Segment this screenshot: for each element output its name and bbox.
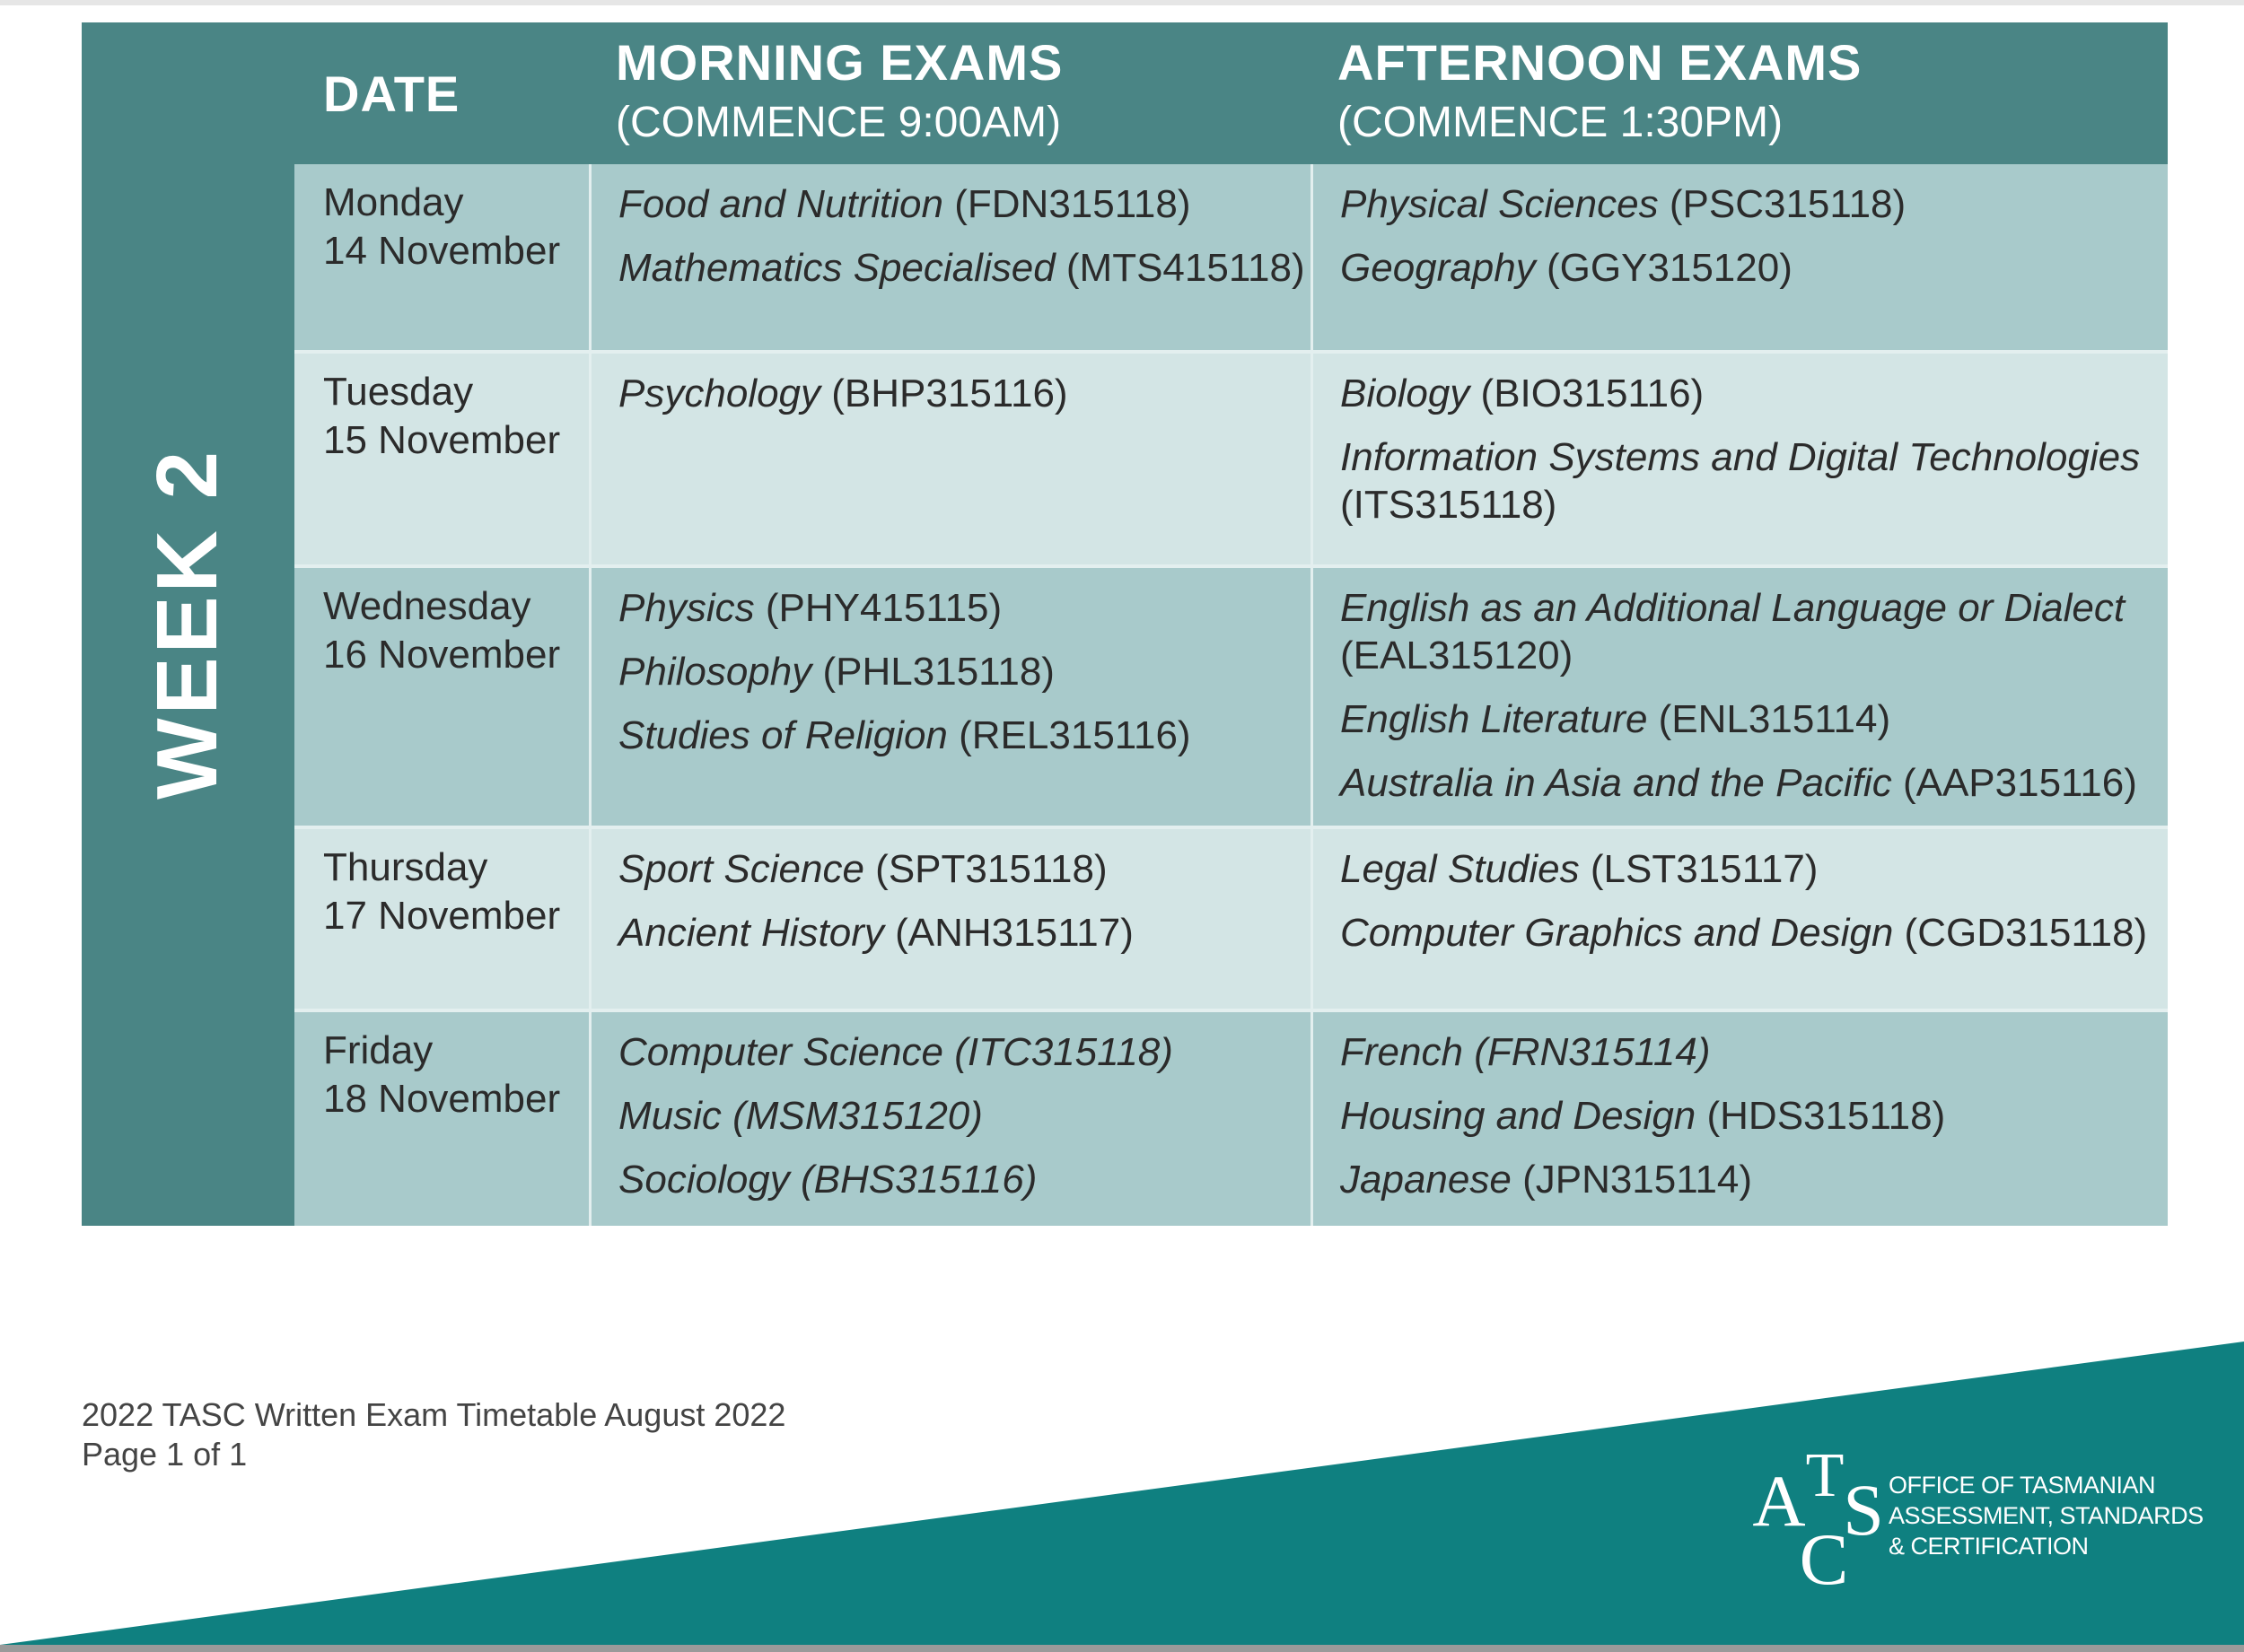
logo-letter-s: S: [1843, 1469, 1884, 1551]
exam-code: (BHP315116): [831, 371, 1068, 415]
date-day: Tuesday: [323, 370, 474, 414]
header-afternoon-subtitle: (COMMENCE 1:30PM): [1337, 99, 1784, 146]
tasc-logo: [1752, 1440, 1894, 1600]
table-row-wednesday: [294, 568, 2168, 826]
logo-letter-c: C: [1799, 1518, 1849, 1600]
table-row-thursday: [294, 829, 2168, 1009]
exam-code: (JPN315114): [1522, 1158, 1753, 1202]
exam-entry: [618, 180, 1191, 228]
exam-code: (EAL315120): [1340, 634, 1573, 677]
exam-entry: [618, 370, 1068, 417]
org-name-line-3: & CERTIFICATION: [1889, 1533, 2089, 1560]
exam-code: (ANH315117): [895, 911, 1134, 955]
exam-entry: [1340, 695, 1890, 743]
table-header-row: [294, 22, 2168, 164]
exam-subject: Computer Graphics and Design: [1340, 911, 1894, 955]
exam-subject: Mathematics Specialised: [618, 246, 1056, 290]
exam-entry: [618, 909, 1134, 957]
exam-entry: [1340, 180, 1906, 228]
exam-entry: [618, 244, 1305, 292]
afternoon-cell: [1310, 1012, 2170, 1226]
header-date-cell: [294, 22, 589, 164]
header-morning-subtitle: (COMMENCE 9:00AM): [616, 99, 1062, 146]
exam-entry: [1340, 1156, 1752, 1203]
footer-page-number: Page 1 of 1: [82, 1436, 248, 1473]
exam-code: (ENL315114): [1658, 697, 1891, 741]
exam-subject: Music: [618, 1094, 722, 1138]
date-day: Friday: [323, 1028, 434, 1072]
exam-code: (MTS415118): [1065, 246, 1305, 290]
exam-entry: [618, 584, 1002, 632]
exam-subject: Sport Science: [618, 847, 864, 891]
exam-code: (CGD315118): [1904, 911, 2148, 955]
exam-subject: Geography: [1340, 246, 1536, 290]
exam-code: (FDN315118): [954, 182, 1191, 226]
morning-cell: [589, 829, 1313, 1009]
week-band: [82, 22, 294, 1226]
date-cell: [294, 164, 589, 350]
exam-code: (REL315116): [959, 713, 1191, 757]
exam-code: (SPT315118): [875, 847, 1108, 891]
date-cell: [294, 1012, 589, 1226]
morning-cell: [589, 164, 1313, 350]
header-morning-cell: [589, 22, 1310, 164]
exam-code: (HDS315118): [1706, 1094, 1946, 1138]
morning-cell: [589, 354, 1313, 564]
exam-subject: Legal Studies: [1340, 847, 1580, 891]
exam-subject: English as an Additional Language or Dialect: [1340, 586, 2126, 630]
exam-subject: English Literature: [1340, 697, 1648, 741]
bottom-edge-strip: [0, 1645, 2244, 1652]
exam-code: (MSM315120): [732, 1094, 983, 1138]
exam-entry: [1340, 1028, 1710, 1076]
exam-subject: Studies of Religion: [618, 713, 948, 757]
header-afternoon-title: AFTERNOON EXAMS: [1337, 34, 1863, 91]
exam-code: (PHL315118): [822, 650, 1055, 694]
header-morning-title: MORNING EXAMS: [616, 34, 1064, 91]
exam-code: (GGY315120): [1546, 246, 1793, 290]
exam-entry: [618, 1028, 1173, 1076]
exam-code: (PSC315118): [1669, 182, 1907, 226]
exam-entry: [1340, 370, 1704, 417]
afternoon-cell: [1310, 829, 2170, 1009]
afternoon-cell: [1310, 164, 2170, 350]
logo-letter-t: T: [1805, 1441, 1845, 1510]
exam-subject: Philosophy: [618, 650, 812, 694]
exam-entry: [1340, 909, 2147, 957]
date-cell: [294, 829, 589, 1009]
exam-subject: Physical Sciences: [1340, 182, 1659, 226]
date-day: Monday: [323, 180, 464, 224]
org-name-line-2: ASSESSMENT, STANDARDS: [1889, 1502, 2204, 1529]
afternoon-cell: [1310, 568, 2170, 826]
week-label: WEEK 2: [139, 447, 235, 800]
exam-entry: [1340, 433, 2140, 529]
header-date: DATE: [323, 66, 460, 122]
exam-entry: [618, 648, 1055, 695]
morning-cell: [589, 568, 1313, 826]
exam-subject: Japanese: [1340, 1158, 1512, 1202]
exam-code: (FRN315114): [1474, 1030, 1711, 1074]
exam-entry: [618, 1156, 1037, 1203]
exam-code: (BHS315116): [801, 1158, 1038, 1202]
exam-code: (LST315117): [1590, 847, 1819, 891]
date-number: 17 November: [323, 894, 561, 938]
exam-subject: Computer Science: [618, 1030, 943, 1074]
exam-subject: Sociology: [618, 1158, 790, 1202]
exam-code: (BIO315116): [1480, 371, 1705, 415]
exam-subject: Food and Nutrition: [618, 182, 943, 226]
org-name-line-1: OFFICE OF TASMANIAN: [1889, 1472, 2156, 1499]
date-number: 18 November: [323, 1077, 561, 1121]
exam-entry: [618, 712, 1191, 759]
exam-code: (AAP315116): [1902, 761, 2137, 805]
table-row-friday: [294, 1012, 2168, 1226]
exam-entry: [618, 1092, 983, 1140]
exam-entry: [1340, 759, 2137, 807]
exam-code: (ITS315118): [1340, 483, 1557, 527]
exam-subject: French: [1340, 1030, 1463, 1074]
exam-code: (ITC315118): [954, 1030, 1173, 1074]
morning-cell: [589, 1012, 1313, 1226]
exam-subject: Psychology: [618, 371, 821, 415]
exam-subject: Biology: [1340, 371, 1470, 415]
exam-entry: [1340, 845, 1818, 893]
date-number: 15 November: [323, 418, 561, 462]
exam-subject: Ancient History: [618, 911, 884, 955]
exam-entry: [1340, 1092, 1945, 1140]
date-cell: [294, 354, 589, 564]
exam-subject: Physics: [618, 586, 755, 630]
exam-subject: Information Systems and Digital Technologies: [1340, 435, 2141, 479]
logo-letter-a: A: [1752, 1460, 1806, 1542]
table-row-tuesday: [294, 354, 2168, 564]
exam-code: (PHY415115): [765, 586, 1003, 630]
date-day: Wednesday: [323, 584, 531, 628]
date-day: Thursday: [323, 845, 488, 889]
date-cell: [294, 568, 589, 826]
exam-subject: Housing and Design: [1340, 1094, 1696, 1138]
exam-entry: [1340, 584, 2125, 679]
date-number: 16 November: [323, 633, 561, 677]
exam-subject: Australia in Asia and the Pacific: [1340, 761, 1892, 805]
exam-timetable: [82, 22, 2168, 1226]
footer-title: 2022 TASC Written Exam Timetable August 2022: [82, 1396, 786, 1433]
header-afternoon-cell: [1310, 22, 2168, 164]
afternoon-cell: [1310, 354, 2170, 564]
table-row-monday: [294, 164, 2168, 350]
exam-entry: [618, 845, 1108, 893]
date-number: 14 November: [323, 229, 561, 273]
exam-entry: [1340, 244, 1793, 292]
